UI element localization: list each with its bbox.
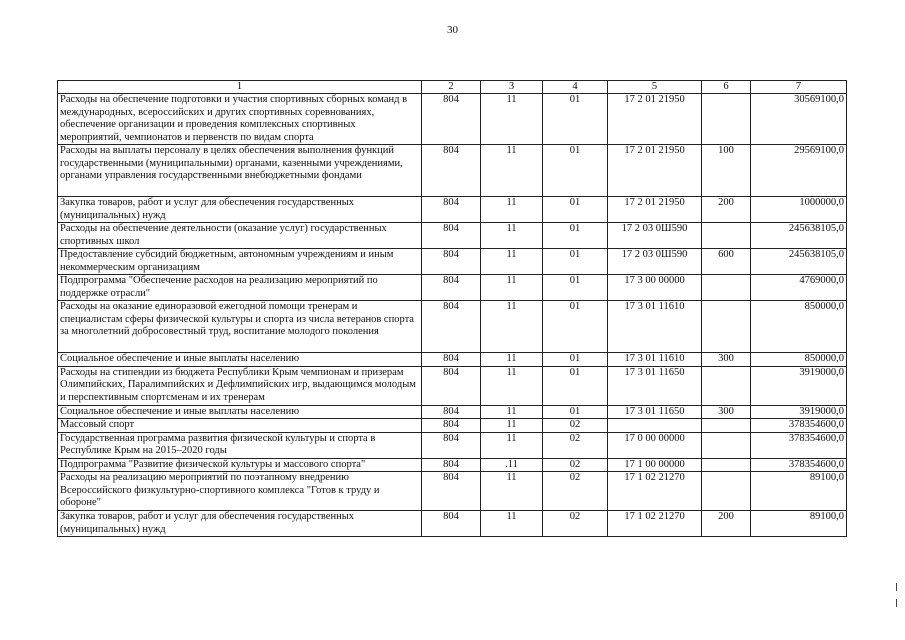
- table-row: [58, 419, 847, 433]
- row-name: Закупка товаров, работ и услуг для обеспечения государственных (муниципальных) нужд: [58, 511, 422, 537]
- row-code-csr: 17 1 02 21270: [608, 472, 702, 511]
- row-code-rz: 11: [481, 432, 543, 458]
- column-header: 6: [702, 81, 751, 94]
- row-code-pr: 01: [543, 405, 608, 419]
- row-code-csr: 17 2 01 21950: [608, 94, 702, 145]
- row-amount: 378354600,0: [751, 419, 847, 433]
- row-code-gr: 804: [422, 458, 481, 472]
- row-code-gr: 804: [422, 353, 481, 367]
- row-name: Расходы на стипендии из бюджета Республики Крым чемпионам и призерам Олимпийских, Паралимпийских и Дефлимпийских игр, выдающимся молодым и перспективным спортсменам и их тренерам: [58, 366, 422, 405]
- row-code-gr: 804: [422, 301, 481, 353]
- row-code-gr: 804: [422, 249, 481, 275]
- table-row: [58, 472, 847, 511]
- row-code-rz: 11: [481, 197, 543, 223]
- row-code-rz: 11: [481, 94, 543, 145]
- budget-table: [57, 80, 847, 537]
- row-name: Массовый спорт: [58, 419, 422, 433]
- row-code-rz: 11: [481, 511, 543, 537]
- row-code-csr: 17 2 01 21950: [608, 197, 702, 223]
- row-amount: 4769000,0: [751, 275, 847, 301]
- row-code-pr: 01: [543, 197, 608, 223]
- row-code-rz: 11: [481, 145, 543, 197]
- row-code-pr: 01: [543, 353, 608, 367]
- row-code-pr: 02: [543, 511, 608, 537]
- row-code-vr: [702, 432, 751, 458]
- row-code-rz: 11: [481, 223, 543, 249]
- row-code-gr: 804: [422, 275, 481, 301]
- row-code-csr: 17 3 01 11610: [608, 353, 702, 367]
- row-amount: 245638105,0: [751, 249, 847, 275]
- row-name: Расходы на выплаты персоналу в целях обеспечения выполнения функций государственными (муниципальными) органами, казенными учреждениями, органами управления государственными внебюджетными фондами: [58, 145, 422, 197]
- row-code-gr: 804: [422, 472, 481, 511]
- row-code-gr: 804: [422, 197, 481, 223]
- row-code-pr: 02: [543, 472, 608, 511]
- row-code-rz: 11: [481, 472, 543, 511]
- row-code-rz: 11: [481, 405, 543, 419]
- row-name: Подпрограмма "Обеспечение расходов на реализацию мероприятий по поддержке отрасли": [58, 275, 422, 301]
- row-code-csr: 17 2 03 0Ш590: [608, 249, 702, 275]
- row-amount: 850000,0: [751, 353, 847, 367]
- table-row: [58, 197, 847, 223]
- table-row: [58, 223, 847, 249]
- row-code-vr: [702, 472, 751, 511]
- row-code-vr: [702, 301, 751, 353]
- row-code-vr: 300: [702, 353, 751, 367]
- table-row: [58, 432, 847, 458]
- row-code-rz: .11: [481, 458, 543, 472]
- row-amount: 3919000,0: [751, 405, 847, 419]
- row-code-vr: [702, 275, 751, 301]
- row-code-gr: 804: [422, 511, 481, 537]
- row-code-vr: 300: [702, 405, 751, 419]
- row-code-pr: 02: [543, 432, 608, 458]
- row-name: Расходы на обеспечение деятельности (оказание услуг) государственных спортивных школ: [58, 223, 422, 249]
- row-code-vr: 600: [702, 249, 751, 275]
- row-code-pr: 01: [543, 301, 608, 353]
- row-code-gr: 804: [422, 223, 481, 249]
- row-code-csr: 17 3 01 11650: [608, 405, 702, 419]
- row-code-csr: 17 1 00 00000: [608, 458, 702, 472]
- table-row: [58, 249, 847, 275]
- column-header: 7: [751, 81, 847, 94]
- row-code-vr: 100: [702, 145, 751, 197]
- table-body: [58, 94, 847, 537]
- row-code-csr: 17 3 01 11650: [608, 366, 702, 405]
- row-code-rz: 11: [481, 366, 543, 405]
- row-code-gr: 804: [422, 405, 481, 419]
- row-amount: 245638105,0: [751, 223, 847, 249]
- table-row: [58, 145, 847, 197]
- row-amount: 30569100,0: [751, 94, 847, 145]
- row-code-rz: 11: [481, 353, 543, 367]
- row-name: Предоставление субсидий бюджетным, автономным учреждениям и иным некоммерческим организациям: [58, 249, 422, 275]
- row-code-csr: 17 2 03 0Ш590: [608, 223, 702, 249]
- row-name: Подпрограмма "Развитие физической культуры и массового спорта": [58, 458, 422, 472]
- row-code-vr: [702, 366, 751, 405]
- row-code-vr: [702, 458, 751, 472]
- row-name: Расходы на обеспечение подготовки и участия спортивных сборных команд в международных, всероссийских и других спортивных соревнованиях, обеспечение организации и проведения комплексных спортивных мероприятий, чемпионатов и первенств по видам спорта: [58, 94, 422, 145]
- column-header: 1: [58, 81, 422, 94]
- row-code-rz: 11: [481, 419, 543, 433]
- row-amount: 1000000,0: [751, 197, 847, 223]
- row-amount: 850000,0: [751, 301, 847, 353]
- table-row: [58, 353, 847, 367]
- scan-mark: [896, 583, 897, 591]
- row-code-csr: 17 3 01 11610: [608, 301, 702, 353]
- row-code-rz: 11: [481, 249, 543, 275]
- row-name: Социальное обеспечение и иные выплаты населению: [58, 353, 422, 367]
- table-row: [58, 301, 847, 353]
- row-amount: 29569100,0: [751, 145, 847, 197]
- row-code-pr: 01: [543, 223, 608, 249]
- table-row: [58, 366, 847, 405]
- row-amount: 89100,0: [751, 511, 847, 537]
- row-code-csr: [608, 419, 702, 433]
- row-code-pr: 02: [543, 419, 608, 433]
- row-code-gr: 804: [422, 94, 481, 145]
- row-name: Расходы на оказание единоразовой ежегодной помощи тренерам и специалистам сферы физической культуры и спорта из числа ветеранов спорта за многолетний добросовестный труд, воспитание молодого поколения: [58, 301, 422, 353]
- row-code-gr: 804: [422, 419, 481, 433]
- row-code-gr: 804: [422, 432, 481, 458]
- row-code-rz: 11: [481, 275, 543, 301]
- row-amount: 378354600,0: [751, 432, 847, 458]
- row-code-gr: 804: [422, 366, 481, 405]
- row-code-rz: 11: [481, 301, 543, 353]
- row-amount: 3919000,0: [751, 366, 847, 405]
- row-code-pr: 02: [543, 458, 608, 472]
- column-header: 5: [608, 81, 702, 94]
- column-number-row: [58, 81, 847, 94]
- row-code-pr: 01: [543, 275, 608, 301]
- row-code-vr: [702, 94, 751, 145]
- table-row: [58, 458, 847, 472]
- row-name: Социальное обеспечение и иные выплаты населению: [58, 405, 422, 419]
- column-header: 3: [481, 81, 543, 94]
- row-code-pr: 01: [543, 94, 608, 145]
- column-header: 2: [422, 81, 481, 94]
- row-code-pr: 01: [543, 249, 608, 275]
- row-name: Расходы на реализацию мероприятий по поэтапному внедрению Всероссийского физкультурно-спортивного комплекса "Готов к труду и обороне": [58, 472, 422, 511]
- row-code-vr: 200: [702, 511, 751, 537]
- table-row: [58, 405, 847, 419]
- table-row: [58, 511, 847, 537]
- row-amount: 89100,0: [751, 472, 847, 511]
- table-row: [58, 94, 847, 145]
- row-code-pr: 01: [543, 145, 608, 197]
- row-code-vr: 200: [702, 197, 751, 223]
- row-code-vr: [702, 419, 751, 433]
- page-number: 30: [447, 24, 458, 36]
- row-name: Государственная программа развития физической культуры и спорта в Республике Крым на 2015–2020 годы: [58, 432, 422, 458]
- row-code-gr: 804: [422, 145, 481, 197]
- row-code-csr: 17 1 02 21270: [608, 511, 702, 537]
- table-row: [58, 275, 847, 301]
- row-code-csr: 17 3 00 00000: [608, 275, 702, 301]
- row-name: Закупка товаров, работ и услуг для обеспечения государственных (муниципальных) нужд: [58, 197, 422, 223]
- column-header: 4: [543, 81, 608, 94]
- row-code-vr: [702, 223, 751, 249]
- row-code-pr: 01: [543, 366, 608, 405]
- row-amount: 378354600,0: [751, 458, 847, 472]
- row-code-csr: 17 0 00 00000: [608, 432, 702, 458]
- row-code-csr: 17 2 01 21950: [608, 145, 702, 197]
- scan-mark: [896, 599, 897, 607]
